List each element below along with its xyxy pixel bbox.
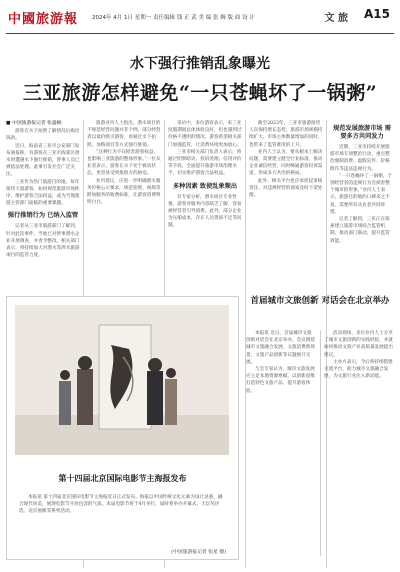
festival-photo	[15, 305, 229, 455]
section-subheading: 多种因素 致使乱象频出	[172, 182, 238, 190]
article-headline: 三亚旅游怎样避免“一只苍蝇坏了一锅粥”	[22, 82, 378, 104]
section-subheading: 强行推销行为 已纳入监管	[7, 212, 79, 220]
page-number: A15	[364, 7, 390, 21]
film-festival-box	[6, 296, 239, 560]
paragraph: 旅游业内人士指出，潜水项目的不规范经营问题并非个例，部分经营者以低价吸引游客，再通过水下拍照、加购项目等方式强行推销。	[87, 121, 161, 148]
paragraph: 本报讯 近日，首届城市文旅创新对话会在北京举办。会议围绕城市文旅融合发展、文旅消费新场景、文旅产品创新等议题展开交流。	[246, 331, 315, 365]
paragraph: 近期，三亚市持续开展旅游市场专项整治行动，重点整治强制消费、虚假宣传、价格欺诈等违法违规行为。	[330, 145, 390, 172]
festival-photo-illustration	[15, 305, 229, 455]
paragraph: 记者从三亚市旅游部门了解到，针对此次事件，当地已对涉事潜水企业开展调查，并责令整改。相关部门表示，将持续加大对潜水等涉水旅游项目的监管力度。	[6, 224, 80, 259]
paragraph: 采访中，多位游客表示，来三亚度假期间总体体验良好，但也遇到过价格不透明的情况。游客希望相关部门加强监管，让消费环境更加放心。	[168, 121, 242, 148]
paragraph: 此外，相关平台也应承担起审核责任，对违规经营的商家及时下架处理。	[249, 178, 323, 199]
photo-credit: (中国旅游报记者 张星 摄)	[171, 550, 226, 555]
side-column-1	[246, 330, 316, 556]
paragraph: 主办方表示，今后将持续搭建交流平台，助力城市文旅融合发展，为文旅行业注入新动能。	[324, 359, 393, 380]
paragraph: 三亚作为热门旅游目的地，每年接待大量游客。如何规范旅游市场秩序，维护游客合法权益，成为当地旅游主管部门面临的重要课题。	[6, 179, 80, 207]
section-label: 文 旅	[324, 13, 348, 24]
paragraph: 与会专家认为，城市文旅发展应立足本地资源禀赋，以创新思维打造特色文旅产品，提升游客体验。	[246, 367, 315, 394]
paragraph: 有专家分析，潜水项目专业性强，游客对服务内容缺乏了解，容易被经营者引导消费。此外，部分企业为压缩成本，存在人员资质不足等问题。	[168, 194, 242, 229]
paragraph: 三亚市相关部门负责人表示，将通过明察暗访、投诉处理、信用评价等手段，全面提升旅游市场治理水平，切实维护游客合法权益。	[168, 149, 242, 177]
film-festival-text: 本报讯 第十四届北京国际电影节主海报近日正式发布。海报以中国传统文化元素为设计灵感，融合现代审美，展现电影节开放包容的气质。本届电影节将于4月举行，届时将举办开幕式、天坛奖评选、北京展映等系列活动。	[19, 495, 223, 515]
paragraph: 近日，海南省三亚市公安部门发布通报称，有游客在三亚市海棠区潜水时遭遇水下强行推销，涉事人员已被依法处理。此事引发社会广泛关注。	[6, 143, 80, 178]
column-divider	[320, 330, 321, 556]
side-column-2	[324, 330, 394, 556]
paragraph: 业内人士认为，要从根本上解决问题，需要建立健全行业标准，推动企业诚信经营，同时畅通游客投诉渠道，形成多方共治的格局。	[249, 149, 323, 177]
issue-line: 2024年 4月 1日 星期一 责任编辑 钱 正 武 美 编 张 婉 版 面 设 计	[92, 15, 255, 21]
side-article-body	[246, 330, 394, 556]
header-rule	[6, 33, 394, 34]
newspaper-logo: 中國旅游報	[8, 12, 79, 27]
article-subhead: 水下强行推销乱象曝光	[130, 56, 270, 72]
side-article-title: 首届城市文旅创新 对话会在北京举办	[250, 296, 390, 306]
side-article	[246, 296, 394, 394]
paragraph: 活动现场，多位业内人士分享了城市文旅创新的实践经验，并就如何推动文旅产业高质量发展提出建议。	[324, 331, 393, 358]
paragraph: 截至2023年，三亚市旅游接待人次保持增长态势，旅游市场规模持续扩大。市场主体数量增加的同时，也带来了监管难度的上升。	[249, 121, 323, 148]
paragraph: 记者了解到，三亚正在探索建立旅游市场综合监管机制，推动部门联动，提升监管效能。	[330, 217, 390, 244]
paragraph: 业内建议，应进一步明确潜水服务价格公示要求，规范拍照、视频等附加服务的收费标准，让游客消费明明白白。	[87, 178, 161, 206]
section-subheading: 规范发展旅游市场 需要多方共同发力	[333, 125, 391, 140]
paragraph: “这种行为不仅损害游客权益，也影响三亚旅游的整体形象。”一位从业者表示，游客在水下处于被动状态，更容易受到推销方的胁迫。	[87, 149, 161, 177]
masthead	[0, 0, 400, 42]
film-festival-title: 第十四届北京国际电影节主海报发布	[58, 474, 187, 483]
paragraph: “一只苍蝇坏了一锅粥，个别经营者的违规行为会损害整个城市的形象。”业内人士表示，旅游目的地的口碑来之不易，需要所有从业者共同珍惜。	[330, 173, 392, 215]
paragraph: 游客在水下拍照了解情况后掏出钱款。	[6, 129, 80, 142]
byline: ■ 中国旅游报记者 张盛楠	[6, 121, 62, 126]
